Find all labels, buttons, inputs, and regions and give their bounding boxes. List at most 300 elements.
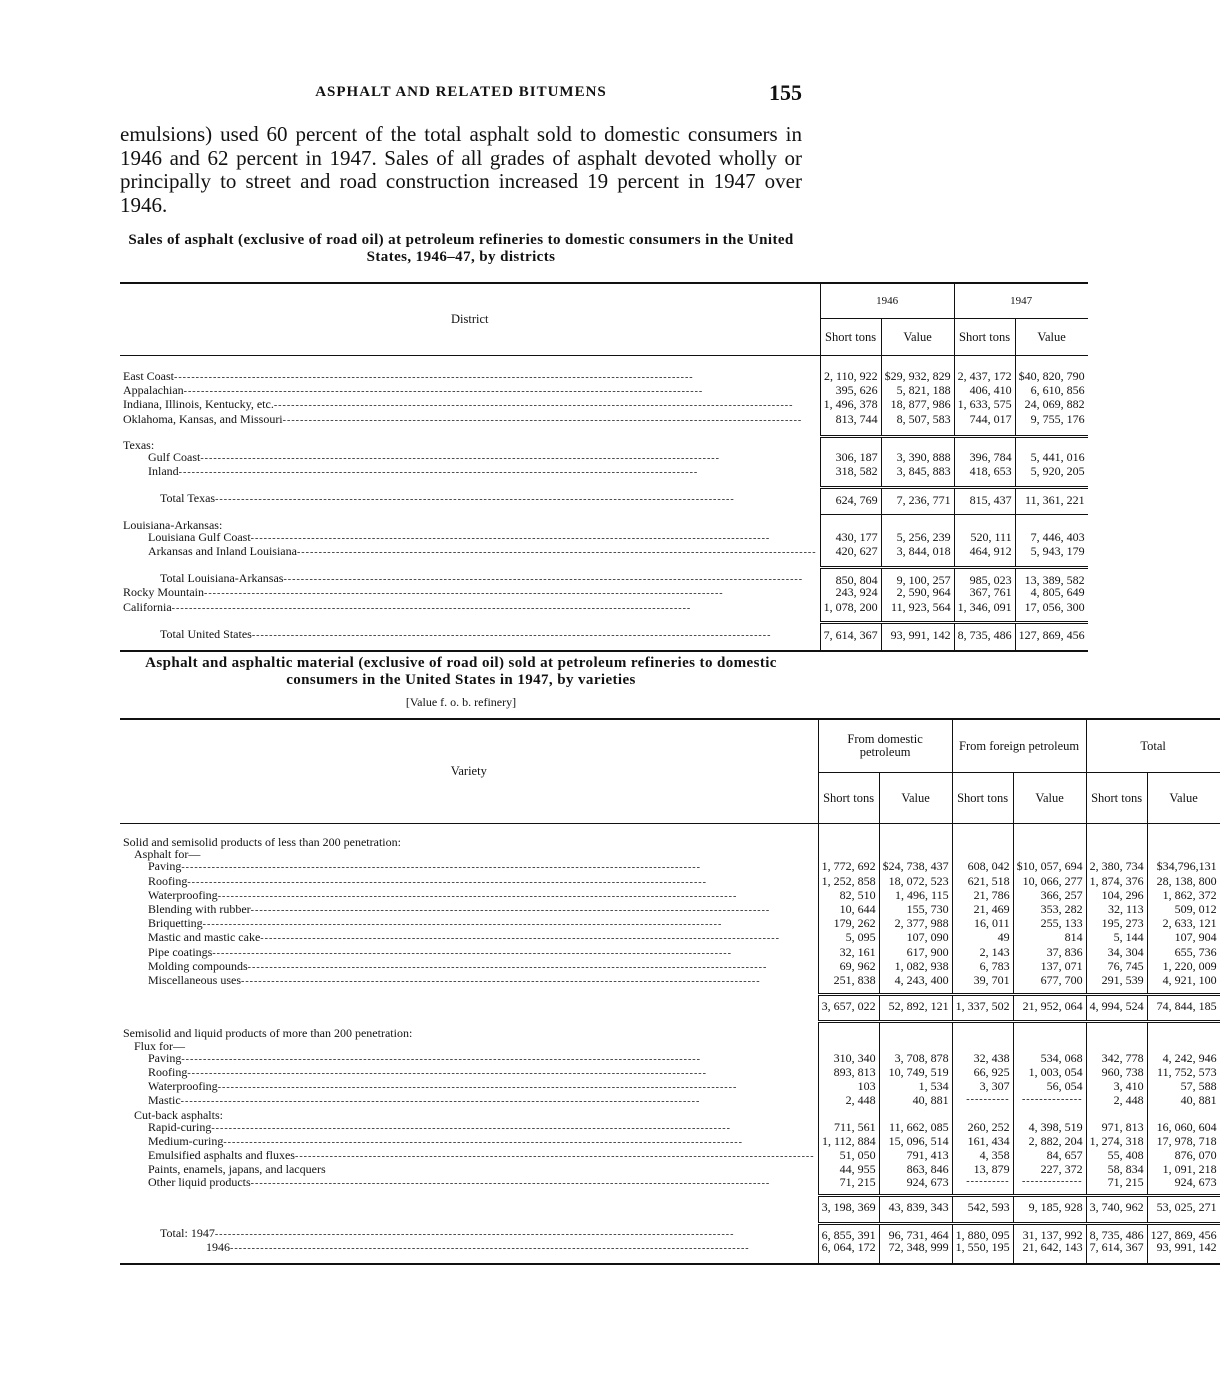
row-value: 49 bbox=[952, 931, 1013, 945]
row-label bbox=[120, 824, 818, 849]
short-tons-1946-header: Short tons bbox=[820, 319, 881, 356]
table-row bbox=[120, 931, 1220, 945]
row-value: 4, 398, 519 bbox=[1013, 1121, 1086, 1135]
domestic-header: From domestic petroleum bbox=[818, 719, 952, 773]
row-label bbox=[120, 1176, 818, 1196]
row-label bbox=[120, 875, 818, 889]
row-value: 985, 023 bbox=[954, 567, 1015, 586]
row-value: 367, 761 bbox=[954, 586, 1015, 600]
table-row bbox=[120, 413, 1088, 437]
row-value: 2, 633, 121 bbox=[1147, 917, 1220, 931]
row-value: 863, 846 bbox=[879, 1163, 952, 1175]
row-value: 534, 068 bbox=[1013, 1052, 1086, 1066]
row-label-text: Total United States bbox=[160, 626, 252, 641]
table-row bbox=[120, 531, 1088, 545]
row-value: 40, 881 bbox=[1147, 1094, 1220, 1108]
row-value: 1, 874, 376 bbox=[1086, 875, 1147, 889]
row-value: 396, 784 bbox=[954, 451, 1015, 465]
row-value: 6, 783 bbox=[952, 960, 1013, 974]
table-row bbox=[120, 903, 1220, 917]
row-label-text: Miscellaneous uses bbox=[148, 973, 241, 988]
row-label bbox=[120, 946, 818, 960]
page-number: 155 bbox=[769, 80, 802, 105]
row-value: 617, 900 bbox=[879, 946, 952, 960]
row-value: 7, 446, 403 bbox=[1015, 531, 1088, 545]
row-value: 5, 821, 188 bbox=[881, 384, 954, 398]
row-label-text: Emulsified asphalts and fluxes bbox=[148, 1148, 295, 1163]
table-row bbox=[120, 1149, 1220, 1163]
table-row bbox=[120, 960, 1220, 974]
row-value bbox=[1086, 1040, 1147, 1052]
table-row bbox=[120, 1223, 1220, 1241]
row-label-text: Inland bbox=[148, 464, 179, 479]
row-label bbox=[120, 1149, 818, 1163]
row-value: 243, 924 bbox=[820, 586, 881, 600]
row-value: 5, 441, 016 bbox=[1015, 451, 1088, 465]
row-value: 71, 215 bbox=[1086, 1176, 1147, 1196]
domestic-tons-header: Short tons bbox=[818, 773, 879, 824]
row-value: 1, 772, 692 bbox=[818, 860, 879, 874]
row-value: 4, 994, 524 bbox=[1086, 994, 1147, 1021]
row-value: ---------- bbox=[952, 1176, 1013, 1196]
row-value bbox=[1086, 824, 1147, 849]
row-label bbox=[120, 903, 818, 917]
table-row bbox=[120, 1163, 1220, 1175]
row-value: 28, 138, 800 bbox=[1147, 875, 1220, 889]
row-value: 21, 952, 064 bbox=[1013, 994, 1086, 1021]
row-value: 1, 534 bbox=[879, 1080, 952, 1094]
table2-note: [Value f. o. b. refinery] bbox=[405, 695, 517, 709]
row-value: 2, 448 bbox=[818, 1094, 879, 1108]
row-value: 1, 112, 884 bbox=[818, 1135, 879, 1149]
row-label-text: Asphalt for— bbox=[134, 847, 201, 862]
table-row bbox=[120, 1052, 1220, 1066]
row-value: 127, 869, 456 bbox=[1015, 623, 1088, 651]
row-value: 103 bbox=[818, 1080, 879, 1094]
table1-caption: Sales of asphalt (exclusive of road oil) at petroleum refineries to domestic consumers in the United States, 1946–47, by districts bbox=[128, 232, 794, 265]
table-row bbox=[120, 1121, 1220, 1135]
row-label bbox=[120, 1094, 818, 1108]
domestic-value-header: Value bbox=[879, 773, 952, 824]
row-label bbox=[120, 384, 820, 398]
row-label-text: Molding compounds bbox=[148, 958, 248, 973]
row-value bbox=[952, 824, 1013, 849]
row-value: 1, 496, 378 bbox=[820, 398, 881, 412]
value-1947-header: Value bbox=[1015, 319, 1088, 356]
row-label bbox=[120, 1109, 818, 1121]
row-label-text: Indiana, Illinois, Kentucky, etc. bbox=[123, 397, 274, 412]
row-value: 1, 274, 318 bbox=[1086, 1135, 1147, 1149]
row-label bbox=[120, 860, 818, 874]
table-row bbox=[120, 1176, 1220, 1196]
row-value bbox=[818, 1040, 879, 1052]
row-value: 21, 786 bbox=[952, 889, 1013, 903]
row-value: 509, 012 bbox=[1147, 903, 1220, 917]
row-label-text: Solid and semisolid products of less than 200 penetration: bbox=[123, 835, 401, 849]
row-value: 1, 346, 091 bbox=[954, 601, 1015, 623]
row-value: 2, 448 bbox=[1086, 1094, 1147, 1108]
row-value: 6, 855, 391 bbox=[818, 1223, 879, 1241]
row-value: 7, 614, 367 bbox=[820, 623, 881, 651]
row-label-text: Flux for— bbox=[134, 1038, 185, 1053]
row-label bbox=[120, 437, 820, 451]
row-value: 9, 100, 257 bbox=[881, 567, 954, 586]
row-value: 155, 730 bbox=[879, 903, 952, 917]
row-value: 32, 113 bbox=[1086, 903, 1147, 917]
row-label-text: East Coast bbox=[123, 369, 174, 383]
row-label-text: Mastic bbox=[148, 1093, 181, 1108]
row-value: 56, 054 bbox=[1013, 1080, 1086, 1094]
row-value: 850, 804 bbox=[820, 567, 881, 586]
row-label-text: Total Texas bbox=[160, 491, 216, 506]
row-value: 893, 813 bbox=[818, 1066, 879, 1080]
row-value: 55, 408 bbox=[1086, 1149, 1147, 1163]
row-value: 7, 614, 367 bbox=[1086, 1241, 1147, 1264]
row-label-text: Waterproofing bbox=[148, 887, 218, 902]
row-label bbox=[120, 465, 820, 487]
district-header: District bbox=[120, 283, 820, 356]
row-label bbox=[120, 586, 820, 600]
year-1947-header: 1947 bbox=[954, 283, 1088, 319]
table-row bbox=[120, 889, 1220, 903]
row-value: 1, 091, 218 bbox=[1147, 1163, 1220, 1175]
row-value: 4, 921, 100 bbox=[1147, 974, 1220, 994]
row-label-text: Cut-back asphalts: bbox=[134, 1107, 223, 1122]
row-label-text: Roofing bbox=[148, 873, 188, 888]
row-value bbox=[1086, 1021, 1147, 1039]
row-value: 2, 143 bbox=[952, 946, 1013, 960]
row-value: 18, 877, 986 bbox=[881, 398, 954, 412]
row-label bbox=[120, 974, 818, 994]
row-label bbox=[120, 487, 820, 514]
row-value bbox=[1013, 1021, 1086, 1039]
row-label-text: Arkansas and Inland Louisiana bbox=[148, 544, 297, 559]
row-label bbox=[120, 623, 820, 651]
row-label-text: Louisiana-Arkansas: bbox=[123, 517, 223, 532]
row-label bbox=[120, 1080, 818, 1094]
row-label-text: Roofing bbox=[148, 1065, 188, 1080]
row-label bbox=[120, 601, 820, 623]
row-label-text: Rapid-curing bbox=[148, 1119, 212, 1134]
row-value: 2, 380, 734 bbox=[1086, 860, 1147, 874]
row-value: 9, 185, 928 bbox=[1013, 1196, 1086, 1223]
row-value bbox=[1013, 1040, 1086, 1052]
value-1946-header: Value bbox=[881, 319, 954, 356]
row-value: 16, 011 bbox=[952, 917, 1013, 931]
row-value bbox=[1147, 1040, 1220, 1052]
table-row bbox=[120, 875, 1220, 889]
row-value: 76, 745 bbox=[1086, 960, 1147, 974]
table-row bbox=[120, 451, 1088, 465]
row-value: 1, 862, 372 bbox=[1147, 889, 1220, 903]
row-value: 10, 066, 277 bbox=[1013, 875, 1086, 889]
row-value bbox=[952, 1040, 1013, 1052]
row-value bbox=[818, 1021, 879, 1039]
row-value: -------------- bbox=[1013, 1094, 1086, 1108]
row-label bbox=[120, 515, 820, 531]
row-value: 2, 882, 204 bbox=[1013, 1135, 1086, 1149]
row-value: 366, 257 bbox=[1013, 889, 1086, 903]
row-label bbox=[120, 889, 818, 903]
row-value: 1, 337, 502 bbox=[952, 994, 1013, 1021]
row-value: 227, 372 bbox=[1013, 1163, 1086, 1175]
row-value: 1, 003, 054 bbox=[1013, 1066, 1086, 1080]
row-value: 3, 307 bbox=[952, 1080, 1013, 1094]
total-value-header: Value bbox=[1147, 773, 1220, 824]
row-value: 6, 064, 172 bbox=[818, 1241, 879, 1264]
row-value: 7, 236, 771 bbox=[881, 487, 954, 514]
row-value: 127, 869, 456 bbox=[1147, 1223, 1220, 1241]
row-label-text: Paving bbox=[148, 1050, 182, 1065]
row-value: 2, 437, 172 bbox=[954, 356, 1015, 385]
row-label bbox=[120, 356, 820, 385]
row-value: 2, 110, 922 bbox=[820, 356, 881, 385]
row-value: 251, 838 bbox=[818, 974, 879, 994]
row-label bbox=[120, 848, 818, 860]
table-row bbox=[120, 917, 1220, 931]
row-value: 8, 735, 486 bbox=[954, 623, 1015, 651]
row-value: 3, 845, 883 bbox=[881, 465, 954, 487]
row-label bbox=[120, 931, 818, 945]
row-value: 13, 389, 582 bbox=[1015, 567, 1088, 586]
table-row bbox=[120, 567, 1088, 586]
row-value: 608, 042 bbox=[952, 860, 1013, 874]
row-value: 17, 978, 718 bbox=[1147, 1135, 1220, 1149]
row-value bbox=[954, 437, 1015, 451]
row-value bbox=[1015, 515, 1088, 531]
row-label bbox=[120, 567, 820, 586]
row-value: 107, 090 bbox=[879, 931, 952, 945]
row-value: 43, 839, 343 bbox=[879, 1196, 952, 1223]
row-label-text: Semisolid and liquid products of more than 200 penetration: bbox=[123, 1026, 413, 1041]
row-value: 6, 610, 856 bbox=[1015, 384, 1088, 398]
row-label bbox=[120, 960, 818, 974]
table-row bbox=[120, 1094, 1220, 1108]
row-value bbox=[881, 437, 954, 451]
row-value bbox=[879, 1040, 952, 1052]
row-value: 40, 881 bbox=[879, 1094, 952, 1108]
row-value bbox=[1147, 824, 1220, 849]
row-value: 291, 539 bbox=[1086, 974, 1147, 994]
table-row bbox=[120, 1241, 1220, 1264]
row-value: 104, 296 bbox=[1086, 889, 1147, 903]
row-value: 52, 892, 121 bbox=[879, 994, 952, 1021]
row-value: 5, 943, 179 bbox=[1015, 545, 1088, 567]
foreign-header: From foreign petroleum bbox=[952, 719, 1086, 773]
row-value: 39, 701 bbox=[952, 974, 1013, 994]
row-label bbox=[120, 1040, 818, 1052]
table-row bbox=[120, 974, 1220, 994]
row-value: 74, 844, 185 bbox=[1147, 994, 1220, 1021]
row-value: $10, 057, 694 bbox=[1013, 860, 1086, 874]
row-value: 37, 836 bbox=[1013, 946, 1086, 960]
row-value: 3, 740, 962 bbox=[1086, 1196, 1147, 1223]
row-label-text: Blending with rubber bbox=[148, 902, 251, 917]
row-value: 84, 657 bbox=[1013, 1149, 1086, 1163]
row-value: 791, 413 bbox=[879, 1149, 952, 1163]
row-value: 318, 582 bbox=[820, 465, 881, 487]
row-value: 24, 069, 882 bbox=[1015, 398, 1088, 412]
row-label bbox=[120, 451, 820, 465]
row-value: 31, 137, 992 bbox=[1013, 1223, 1086, 1241]
row-value: 342, 778 bbox=[1086, 1052, 1147, 1066]
row-value bbox=[952, 1021, 1013, 1039]
row-value: 57, 588 bbox=[1147, 1080, 1220, 1094]
row-value: 18, 072, 523 bbox=[879, 875, 952, 889]
row-value: 11, 361, 221 bbox=[1015, 487, 1088, 514]
row-value: 744, 017 bbox=[954, 413, 1015, 437]
row-label bbox=[120, 917, 818, 931]
row-value: 5, 920, 205 bbox=[1015, 465, 1088, 487]
row-value: 814 bbox=[1013, 931, 1086, 945]
body-paragraph: emulsions) used 60 percent of the total asphalt sold to domestic consumers in 1946 and 62 percent in 1947. Sales of all grades of asphalt devoted wholly or principally to street and road construction increased 19 percent in 1947 over 1946. bbox=[120, 122, 802, 217]
row-label bbox=[120, 531, 820, 545]
running-header bbox=[120, 80, 802, 106]
row-value: 711, 561 bbox=[818, 1121, 879, 1135]
row-label-text: Texas: bbox=[123, 437, 155, 452]
row-value: 464, 912 bbox=[954, 545, 1015, 567]
row-value: 32, 438 bbox=[952, 1052, 1013, 1066]
row-value: 924, 673 bbox=[1147, 1176, 1220, 1196]
row-value: 542, 593 bbox=[952, 1196, 1013, 1223]
row-value: 260, 252 bbox=[952, 1121, 1013, 1135]
row-value: 621, 518 bbox=[952, 875, 1013, 889]
table-row bbox=[120, 398, 1088, 412]
row-value: 971, 813 bbox=[1086, 1121, 1147, 1135]
row-label-text: Total: 1947 bbox=[160, 1226, 215, 1241]
table-row bbox=[120, 1066, 1220, 1080]
row-value: ---------- bbox=[952, 1094, 1013, 1108]
row-label-text: Briquetting bbox=[148, 916, 203, 931]
row-label-text: Appalachian bbox=[123, 383, 184, 398]
row-label bbox=[120, 1163, 818, 1175]
row-value: 3, 198, 369 bbox=[818, 1196, 879, 1223]
row-value: $40, 820, 790 bbox=[1015, 356, 1088, 385]
row-value: 924, 673 bbox=[879, 1176, 952, 1196]
table-row bbox=[120, 860, 1220, 874]
districts-table bbox=[120, 282, 1088, 652]
row-value bbox=[881, 515, 954, 531]
row-label bbox=[120, 1223, 818, 1241]
row-value: 44, 955 bbox=[818, 1163, 879, 1175]
row-value: 82, 510 bbox=[818, 889, 879, 903]
row-label bbox=[120, 1121, 818, 1135]
year-1946-header: 1946 bbox=[820, 283, 954, 319]
row-value: 677, 700 bbox=[1013, 974, 1086, 994]
table-row bbox=[120, 1135, 1220, 1149]
row-value: 306, 187 bbox=[820, 451, 881, 465]
row-value: 13, 879 bbox=[952, 1163, 1013, 1175]
row-value: 406, 410 bbox=[954, 384, 1015, 398]
row-value: 5, 144 bbox=[1086, 931, 1147, 945]
row-label bbox=[120, 413, 820, 437]
row-value: 3, 708, 878 bbox=[879, 1052, 952, 1066]
row-value: 11, 662, 085 bbox=[879, 1121, 952, 1135]
row-value bbox=[954, 515, 1015, 531]
row-value: 21, 469 bbox=[952, 903, 1013, 917]
row-value: 624, 769 bbox=[820, 487, 881, 514]
row-label-text: Total Louisiana-Arkansas bbox=[160, 571, 284, 586]
variety-header: Variety bbox=[120, 719, 818, 824]
row-label bbox=[120, 545, 820, 567]
table-row bbox=[120, 465, 1088, 487]
table-row bbox=[120, 994, 1220, 1021]
row-label bbox=[120, 1135, 818, 1149]
row-value: 1, 633, 575 bbox=[954, 398, 1015, 412]
row-value: 310, 340 bbox=[818, 1052, 879, 1066]
row-value: 3, 657, 022 bbox=[818, 994, 879, 1021]
row-value: 960, 738 bbox=[1086, 1066, 1147, 1080]
row-value bbox=[820, 515, 881, 531]
table-row bbox=[120, 1196, 1220, 1223]
row-value: 2, 590, 964 bbox=[881, 586, 954, 600]
row-value: 5, 095 bbox=[818, 931, 879, 945]
row-label bbox=[120, 1196, 818, 1223]
row-label-text: Louisiana Gulf Coast bbox=[148, 529, 251, 544]
row-value: 66, 925 bbox=[952, 1066, 1013, 1080]
row-value: 4, 243, 400 bbox=[879, 974, 952, 994]
row-label bbox=[120, 994, 818, 1021]
row-label bbox=[120, 1066, 818, 1080]
row-value bbox=[879, 824, 952, 849]
row-value: 21, 642, 143 bbox=[1013, 1241, 1086, 1264]
foreign-value-header: Value bbox=[1013, 773, 1086, 824]
row-value: 34, 304 bbox=[1086, 946, 1147, 960]
row-value: 1, 252, 858 bbox=[818, 875, 879, 889]
row-value bbox=[1013, 824, 1086, 849]
row-value: 1, 550, 195 bbox=[952, 1241, 1013, 1264]
row-value: 420, 627 bbox=[820, 545, 881, 567]
table2-caption: Asphalt and asphaltic material (exclusive of road oil) sold at petroleum refineries to domestic consumers in the United States in 1947, by varieties bbox=[145, 655, 777, 688]
row-label-text: Waterproofing bbox=[148, 1079, 218, 1094]
row-value: 32, 161 bbox=[818, 946, 879, 960]
table-row bbox=[120, 437, 1088, 451]
row-value: $24, 738, 437 bbox=[879, 860, 952, 874]
table-row bbox=[120, 946, 1220, 960]
total-header: Total bbox=[1086, 719, 1220, 773]
row-value: 11, 923, 564 bbox=[881, 601, 954, 623]
row-value: 4, 242, 946 bbox=[1147, 1052, 1220, 1066]
total-tons-header: Short tons bbox=[1086, 773, 1147, 824]
table-row bbox=[120, 515, 1088, 531]
table-row bbox=[120, 623, 1088, 651]
table-row bbox=[120, 1080, 1220, 1094]
row-label-text: Pipe coatings bbox=[148, 944, 213, 959]
row-value: 137, 071 bbox=[1013, 960, 1086, 974]
varieties-table bbox=[120, 718, 1220, 1265]
row-value: 1, 496, 115 bbox=[879, 889, 952, 903]
row-value: 72, 348, 999 bbox=[879, 1241, 952, 1264]
row-label-text: Medium-curing bbox=[148, 1134, 224, 1149]
row-value: 9, 755, 176 bbox=[1015, 413, 1088, 437]
row-value: 10, 749, 519 bbox=[879, 1066, 952, 1080]
row-value: 8, 735, 486 bbox=[1086, 1223, 1147, 1241]
table-row bbox=[120, 1021, 1220, 1039]
row-value: 179, 262 bbox=[818, 917, 879, 931]
row-value bbox=[1147, 1021, 1220, 1039]
row-value: 655, 736 bbox=[1147, 946, 1220, 960]
row-value: 93, 991, 142 bbox=[881, 623, 954, 651]
row-value: 395, 626 bbox=[820, 384, 881, 398]
row-value: 813, 744 bbox=[820, 413, 881, 437]
row-label bbox=[120, 1241, 818, 1264]
table-row bbox=[120, 824, 1220, 849]
row-value: 2, 377, 988 bbox=[879, 917, 952, 931]
row-value: 520, 111 bbox=[954, 531, 1015, 545]
row-value: 418, 653 bbox=[954, 465, 1015, 487]
row-value: 815, 437 bbox=[954, 487, 1015, 514]
row-label bbox=[120, 398, 820, 412]
